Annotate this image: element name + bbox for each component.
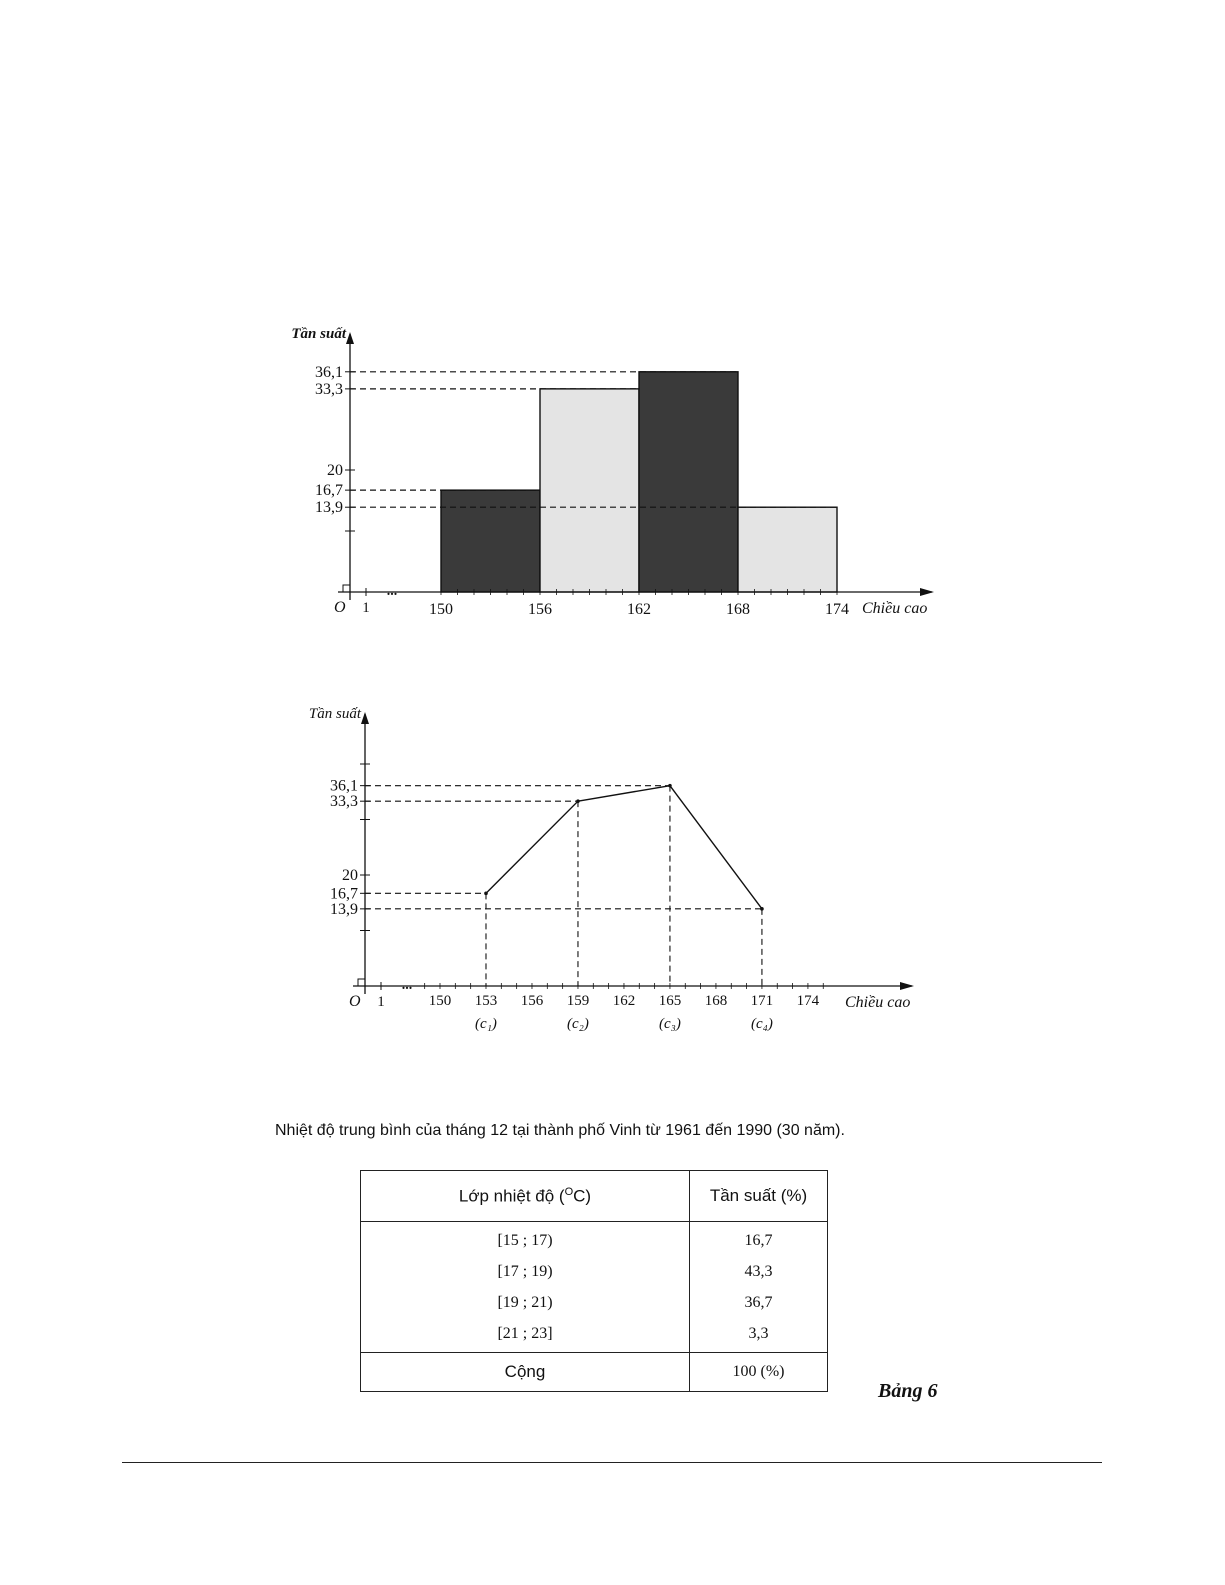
x-tick-label: 162 [627,601,651,618]
frequency-polygon-chart [0,700,1225,1050]
table-header-row [361,1171,828,1222]
histogram-bar [441,490,540,592]
cell-class: [19 ; 21) [361,1287,690,1318]
x-axis-title: Chiều cao [845,994,911,1011]
total-label: Cộng [361,1353,690,1392]
y-tick-label: 36,1 [315,363,343,381]
y-axis-title: Tần suất [308,706,361,722]
y-tick-label: 20 [342,867,358,884]
cell-frequency: 43,3 [690,1256,828,1287]
origin-label: O [334,599,346,616]
class-midpoint-label: (c₃) [659,1016,681,1032]
histogram-bar [639,372,738,592]
y-tick-label: 13,9 [330,900,358,918]
origin-corner-mark [358,979,365,986]
x-tick-label: 165 [658,993,682,1009]
x-tick-label: 168 [704,993,728,1009]
data-point [484,892,488,896]
table-total-row [361,1353,828,1392]
header-frequency: Tần suất (%) [690,1171,828,1222]
origin-label: O [349,993,361,1010]
data-point [576,799,580,803]
data-point [668,784,672,788]
histogram-bar [738,507,837,592]
y-tick-label: 33,3 [330,793,358,811]
x-tick-label: 159 [566,993,590,1009]
table-row [361,1287,828,1318]
header-temperature-class: Lớp nhiệt độ ($^O$C) [361,1171,690,1222]
polygon-segment [578,786,670,802]
origin-corner-mark [343,585,350,592]
class-midpoint-label: (c₂) [567,1016,589,1032]
table-row [361,1222,828,1257]
y-tick-label: 16,7 [315,482,343,500]
table-caption: Nhiệt độ trung bình của tháng 12 tại thành phố Vinh từ 1961 đến 1990 (30 năm). [275,1122,845,1139]
footer-divider [122,1462,1102,1463]
cell-frequency: 3,3 [690,1318,828,1353]
cell-class: [21 ; 23] [361,1318,690,1353]
x-tick-label: 168 [726,601,750,618]
table-row [361,1318,828,1353]
y-tick-label: 16,7 [330,885,358,903]
y-axis-arrow-icon [361,712,369,724]
histogram-chart [0,320,1225,640]
table-row [361,1256,828,1287]
x-tick-label: 153 [474,993,498,1009]
x-axis-title: Chiều cao [862,600,928,617]
class-midpoint-label: (c₄) [750,1016,773,1032]
x-tick-label: 1 [362,600,370,616]
histogram-bar [540,389,639,592]
cell-frequency: 16,7 [690,1222,828,1257]
y-tick-label: 33,3 [315,380,343,398]
x-tick-label: 174 [796,993,820,1009]
x-tick-label: 171 [750,993,774,1009]
x-axis-arrow-icon [900,982,914,990]
x-tick-label: 156 [528,601,552,618]
x-tick-label: 150 [429,601,453,618]
x-tick-label: 174 [825,601,849,618]
cell-class: [17 ; 19) [361,1256,690,1287]
polygon-segment [486,801,578,893]
table-number-label: Bảng 6 [878,1380,938,1402]
y-tick-label: 20 [327,462,343,479]
x-axis-arrow-icon [920,588,934,596]
x-tick-label: 162 [612,993,636,1009]
cell-frequency: 36,7 [690,1287,828,1318]
y-axis-title: Tần suất [291,326,346,342]
axis-break-ellipsis: ... [401,978,413,993]
axis-break-ellipsis: ... [386,584,398,599]
x-tick-label: 1 [377,994,385,1010]
data-point [760,907,764,911]
x-tick-label: 156 [520,993,544,1009]
total-value: 100 (%) [690,1353,828,1392]
y-axis-arrow-icon [346,332,354,344]
x-tick-label: 150 [428,993,452,1009]
frequency-table [360,1170,828,1392]
class-midpoint-label: (c₁) [475,1016,497,1032]
polygon-segment [670,786,762,909]
y-tick-label: 36,1 [330,777,358,795]
cell-class: [15 ; 17) [361,1222,690,1257]
y-tick-label: 13,9 [315,499,343,517]
